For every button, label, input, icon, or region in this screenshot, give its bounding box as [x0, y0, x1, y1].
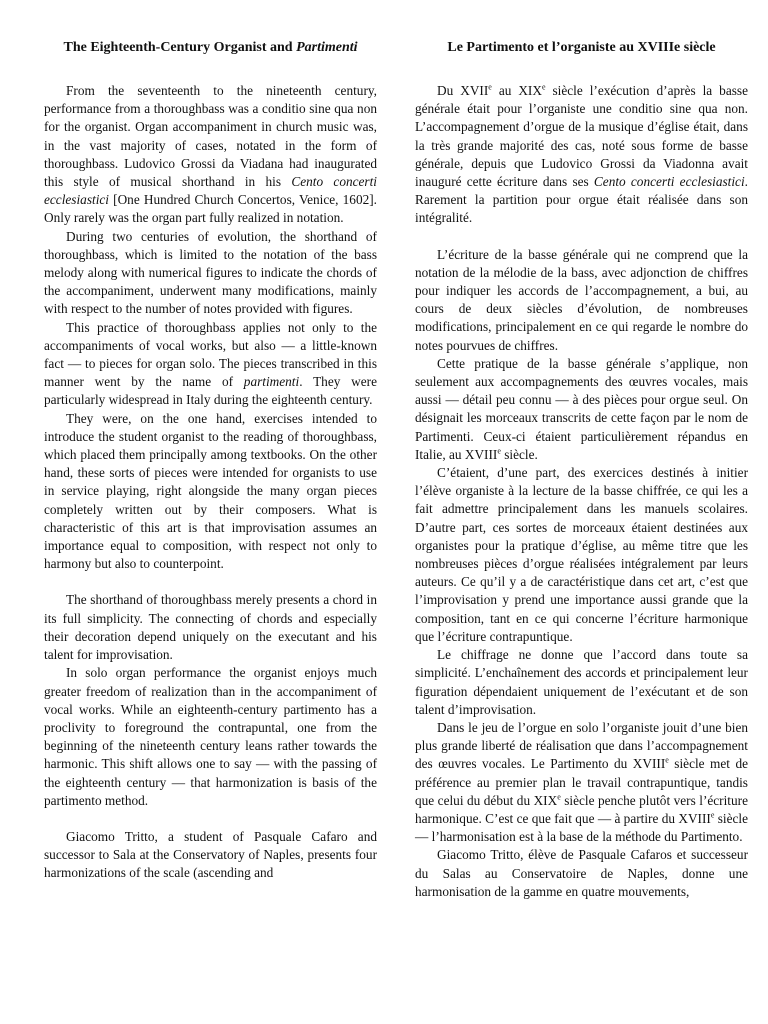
english-p1-italic: Cento concerti ecclesiastici	[44, 174, 377, 208]
english-paragraph-5: The shorthand of thoroughbass merely presents a chord in its full simplicity. The connecting of chords and especially their decoration depend uniquely on the executant and his talent for improvisation.	[44, 592, 377, 663]
french-p1-italic: Cento concerti ecclesiastici	[593, 174, 745, 190]
french-paragraph-2: L’écriture de la basse générale qui ne comprend que la notation de la mélodie de la bass, avec adjonction de chiffres pour indiquer les accords de l’accompagnement, a bui, au cours de deux siècles d’évolution, de nombreuses modifications, principalement en ce qui regarde le nombre do notes pourvues de chiffres.	[415, 246, 748, 353]
superscript-e: e	[665, 755, 669, 765]
english-p3-italic: partimenti	[243, 374, 300, 390]
english-p3-text-end: . They were particularly widespread in Italy during the eighteenth century.	[44, 374, 377, 408]
french-p6-text-c: siècle penche plutôt vers l’écriture harmonique. C’est ce que fait que — à partire du XVIII	[415, 792, 748, 826]
superscript-e: e	[497, 446, 501, 456]
french-title: Le Partimento et l’organiste au XVIIIe siècle	[447, 40, 716, 55]
french-paragraph-1	[415, 82, 748, 228]
french-paragraph-4: C’étaient, d’une part, des exercices destinés à initier l’élève organiste à la lecture de la basse chiffrée, ce qui les a fait admettre principalement dans les manuels scolaires. D’autre part, ces sortes de morceaux étaient destinées aux organistes pour la pratique d’église, au même titre que les nombreuses pièces d’orgue réalisées intégralement par leurs auteurs. Ce qu’il y a de caractéristique dans cet art, c’est que l’improvisation y prend une importance aussi grande que la composition, tant en ce qui concerne l’écriture harmonique que l’écriture contrapuntique.	[415, 465, 748, 644]
french-p1-text-d: . Rarement la partition pour orgue était réalisée dans son intégralité.	[415, 174, 748, 226]
english-title-text: The Eighteenth-Century Organist and	[63, 40, 297, 55]
french-p1-text-b: au XIX	[491, 83, 542, 98]
english-paragraph-4: They were, on the one hand, exercises intended to introduce the student organist to the reading of thoroughbass, which placed them principally among textbooks. On the other hand, these sorts of pieces were intended for organists to use in service playing, right alongside the many organ pieces completely written out by their composers. What is characteristic of this art is that improvisation assumes an importance equal to composition, with respect not only to harmony but also to counterpoint.	[44, 410, 377, 572]
superscript-e: e	[488, 82, 492, 92]
superscript-e: e	[557, 792, 561, 802]
french-p6-text-d: siècle — l’harmonisation est à la base de la méthode du Partimento.	[415, 810, 749, 845]
superscript-e: e	[710, 810, 715, 820]
french-paragraph-7: Giacomo Tritto, élève de Pasquale Cafaros et successeur du Salas au Conservatoire de Naples, donne une harmonisation de la gamme en quatre mouvements,	[415, 847, 748, 899]
english-paragraph-3	[44, 319, 377, 410]
french-column	[415, 40, 748, 1024]
french-p1-text-a: Du XVII	[437, 83, 489, 98]
english-column	[44, 40, 377, 1024]
english-p1-text-end: [One Hundred Church Concertos, Venice, 1602]. Only rarely was the organ part fully realized in notation.	[44, 192, 377, 226]
english-title-italic: Partimenti	[296, 40, 358, 55]
french-paragraph-3	[415, 355, 748, 464]
superscript-e: e	[541, 82, 546, 92]
english-p1-text: From the seventeenth to the nineteenth century, performance from a thoroughbass was a conditio sine qua non for the organist. Organ accompaniment in church music was, in the vast majority of cases, notated in the form of thoroughbass. Ludovico Grossi da Viadana had inaugurated this style of musical shorthand in his	[44, 83, 377, 190]
french-p6-text-a: Dans le jeu de l’orgue en solo l’organiste jouit d’une bien plus grande liberté de réalisation que dans l’accompagnement des œuvres vocales. Le Partimento du XVIII	[415, 719, 748, 772]
french-p1-text-c: siècle l’exécution d’après la basse générale était pour l’organiste une conditio sine qua non. L’accompagnement d’orgue de la musique d’église était, dans la très grande majorité des cas, noté sous forme de basse générale, depuis que Ludovico Grossi da Viadonna avait inauguré cette écriture dans ses	[415, 83, 748, 190]
french-paragraph-5: Le chiffrage ne donne que l’accord dans toute sa simplicité. L’enchaînement des accords et principalement leur figuration dépendaient uniquement de l’exécutant et de son talent d’improvisation.	[415, 647, 748, 717]
french-p6-text-b: siècle met de préférence au premier plan le travail contrapuntique, tandis que celui du début du XIX	[415, 756, 748, 808]
english-paragraph-2: During two centuries of evolution, the shorthand of thoroughbass, which is limited to the notation of the bass melody along with numerical figures to indicate the chords of the accompaniment, underwent many modifications, mainly with respect to the number of notes provided with figures.	[44, 228, 377, 317]
english-paragraph-7: Giacomo Tritto, a student of Pasquale Cafaro and successor to Sala at the Conservatory of Naples, presents four harmonizations of the scale (ascending and	[44, 828, 377, 881]
french-p3-text-a: Cette pratique de la basse générale s’applique, non seulement aux accompagnements des œuvres vocales, mais aussi — détail peu connu — à des pièces pour orgue seul. On désignait les morceaux transcrits de cette façon par le nom de Partimenti. Ceux-ci étaient particulièrement répandus en Italie, au XVIII	[415, 355, 748, 462]
french-paragraph-6	[415, 719, 748, 846]
english-title	[44, 40, 377, 56]
english-p3-text: This practice of thoroughbass applies not only to the accompaniments of vocal works, but also — a little-known fact — to pieces for organ solo. The pieces transcribed in this manner went by the name of	[44, 319, 377, 390]
french-p3-text-b: siècle.	[500, 446, 538, 462]
english-paragraph-1	[44, 82, 377, 228]
english-paragraph-6: In solo organ performance the organist enjoys much greater freedom of realization than in the accompaniment of vocal works. While an eighteenth-century partimento has a proclivity to foreground the contrapuntal, one from the beginning of the nineteenth century leans rather towards the harmonic. This shift allows one to say — with the passing of the eighteenth century — that harmonization is basis of the partimento method.	[44, 665, 377, 808]
